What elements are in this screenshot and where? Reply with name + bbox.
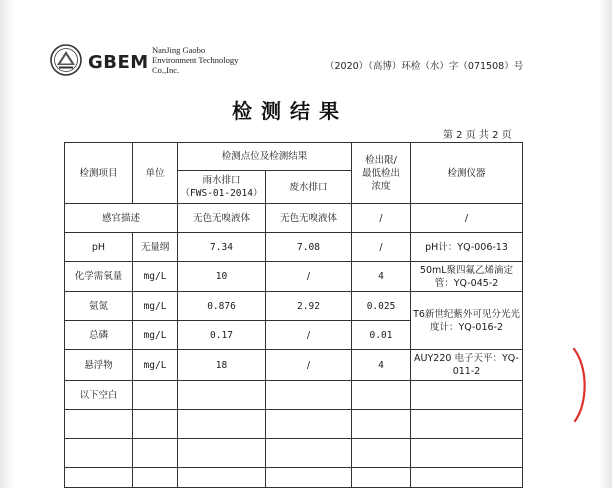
- cell-item: pH: [65, 233, 133, 262]
- page-edge-shadow-right: [598, 0, 612, 488]
- company-line: Environment Technology: [152, 55, 239, 65]
- page-title: 检测结果: [232, 99, 348, 123]
- header-unit: 单位: [133, 143, 178, 204]
- cell-instrument: /: [411, 204, 523, 233]
- cell-empty: [411, 439, 523, 468]
- cell-empty: [133, 410, 178, 439]
- cell-empty: [266, 439, 352, 468]
- results-table: [64, 142, 523, 488]
- report-number: （2020）（高博）环检（水）字（071508）号: [325, 61, 524, 72]
- company-line: NanJing Gaobo: [152, 45, 206, 55]
- cell-point2: 无色无嗅液体: [266, 204, 352, 233]
- cell-point1: 0.17: [178, 321, 266, 350]
- cell-empty: [411, 410, 523, 439]
- cell-item: 总磷: [65, 321, 133, 350]
- table-row: [65, 468, 523, 488]
- cell-unit: mg/L: [133, 350, 178, 381]
- cell-instrument: [411, 381, 523, 410]
- cell-item: 氨氮: [65, 292, 133, 321]
- table-row: [65, 262, 523, 292]
- header-point2: 废水排口: [266, 171, 352, 204]
- cell-empty: [133, 468, 178, 488]
- cell-unit: 无量纲: [133, 233, 178, 262]
- cell-point1: 0.876: [178, 292, 266, 321]
- page-edge-shadow-left: [0, 0, 14, 488]
- cell-limit: 4: [352, 350, 411, 381]
- cell-empty: [65, 439, 133, 468]
- cell-item: 以下空白: [65, 381, 133, 410]
- cell-point2: 7.08: [266, 233, 352, 262]
- company-name: [152, 45, 238, 75]
- cell-unit: mg/L: [133, 262, 178, 292]
- table-row: [65, 350, 523, 381]
- header-point1-code: （FWS-01-2014）: [180, 188, 263, 199]
- red-seal-stamp-icon: [568, 345, 588, 425]
- cell-point2: /: [266, 321, 352, 350]
- cell-empty: [266, 468, 352, 488]
- cell-empty: [133, 439, 178, 468]
- table-row: [65, 204, 523, 233]
- cell-point1: 18: [178, 350, 266, 381]
- company-logo-icon: [50, 44, 82, 76]
- cell-empty: [266, 410, 352, 439]
- header-limit-line: 最低检出: [361, 167, 400, 179]
- cell-limit: 0.025: [352, 292, 411, 321]
- brand-name: GBEM: [88, 52, 149, 73]
- header-limit-line: 检出限/: [365, 154, 397, 166]
- cell-limit: [352, 381, 411, 410]
- table-row: [65, 233, 523, 262]
- cell-point2: [266, 381, 352, 410]
- cell-point1: 7.34: [178, 233, 266, 262]
- table-row: [65, 439, 523, 468]
- cell-instrument: T6新世纪紫外可见分光光度计：YQ-016-2: [411, 292, 523, 350]
- cell-item: 化学需氧量: [65, 262, 133, 292]
- cell-instrument: 50mL聚四氟乙烯滴定管：YQ-045-2: [411, 262, 523, 292]
- table-row: [65, 381, 523, 410]
- header-limit-line: 浓度: [371, 180, 391, 192]
- company-line: Co.,Inc.: [152, 65, 180, 75]
- cell-limit: 0.01: [352, 321, 411, 350]
- cell-empty: [178, 439, 266, 468]
- header-point1-name: 雨水排口: [202, 175, 241, 186]
- cell-limit: /: [352, 204, 411, 233]
- table-row: [65, 292, 523, 321]
- cell-empty: [65, 468, 133, 488]
- cell-item: 感官描述: [65, 204, 178, 233]
- cell-empty: [178, 468, 266, 488]
- header-point1: [178, 171, 266, 204]
- cell-empty: [411, 468, 523, 488]
- cell-item: 悬浮物: [65, 350, 133, 381]
- cell-point2: /: [266, 262, 352, 292]
- cell-point1: 10: [178, 262, 266, 292]
- table-row: [65, 410, 523, 439]
- cell-empty: [352, 468, 411, 488]
- header-instrument: 检测仪器: [411, 143, 523, 204]
- page-info: 第 2 页 共 2 页: [443, 130, 512, 141]
- cell-limit: 4: [352, 262, 411, 292]
- header-limit: [352, 143, 411, 204]
- header-item: 检测项目: [65, 143, 133, 204]
- cell-empty: [178, 410, 266, 439]
- cell-empty: [352, 410, 411, 439]
- cell-point1: [178, 381, 266, 410]
- cell-limit: /: [352, 233, 411, 262]
- cell-unit: [133, 381, 178, 410]
- cell-instrument: pH计：YQ-006-13: [411, 233, 523, 262]
- header-points: 检测点位及检测结果: [178, 143, 352, 171]
- cell-point2: 2.92: [266, 292, 352, 321]
- cell-empty: [65, 410, 133, 439]
- cell-unit: mg/L: [133, 292, 178, 321]
- cell-instrument: AUY220 电子天平：YQ-011-2: [411, 350, 523, 381]
- cell-unit: mg/L: [133, 321, 178, 350]
- cell-point2: /: [266, 350, 352, 381]
- cell-point1: 无色无嗅液体: [178, 204, 266, 233]
- cell-empty: [352, 439, 411, 468]
